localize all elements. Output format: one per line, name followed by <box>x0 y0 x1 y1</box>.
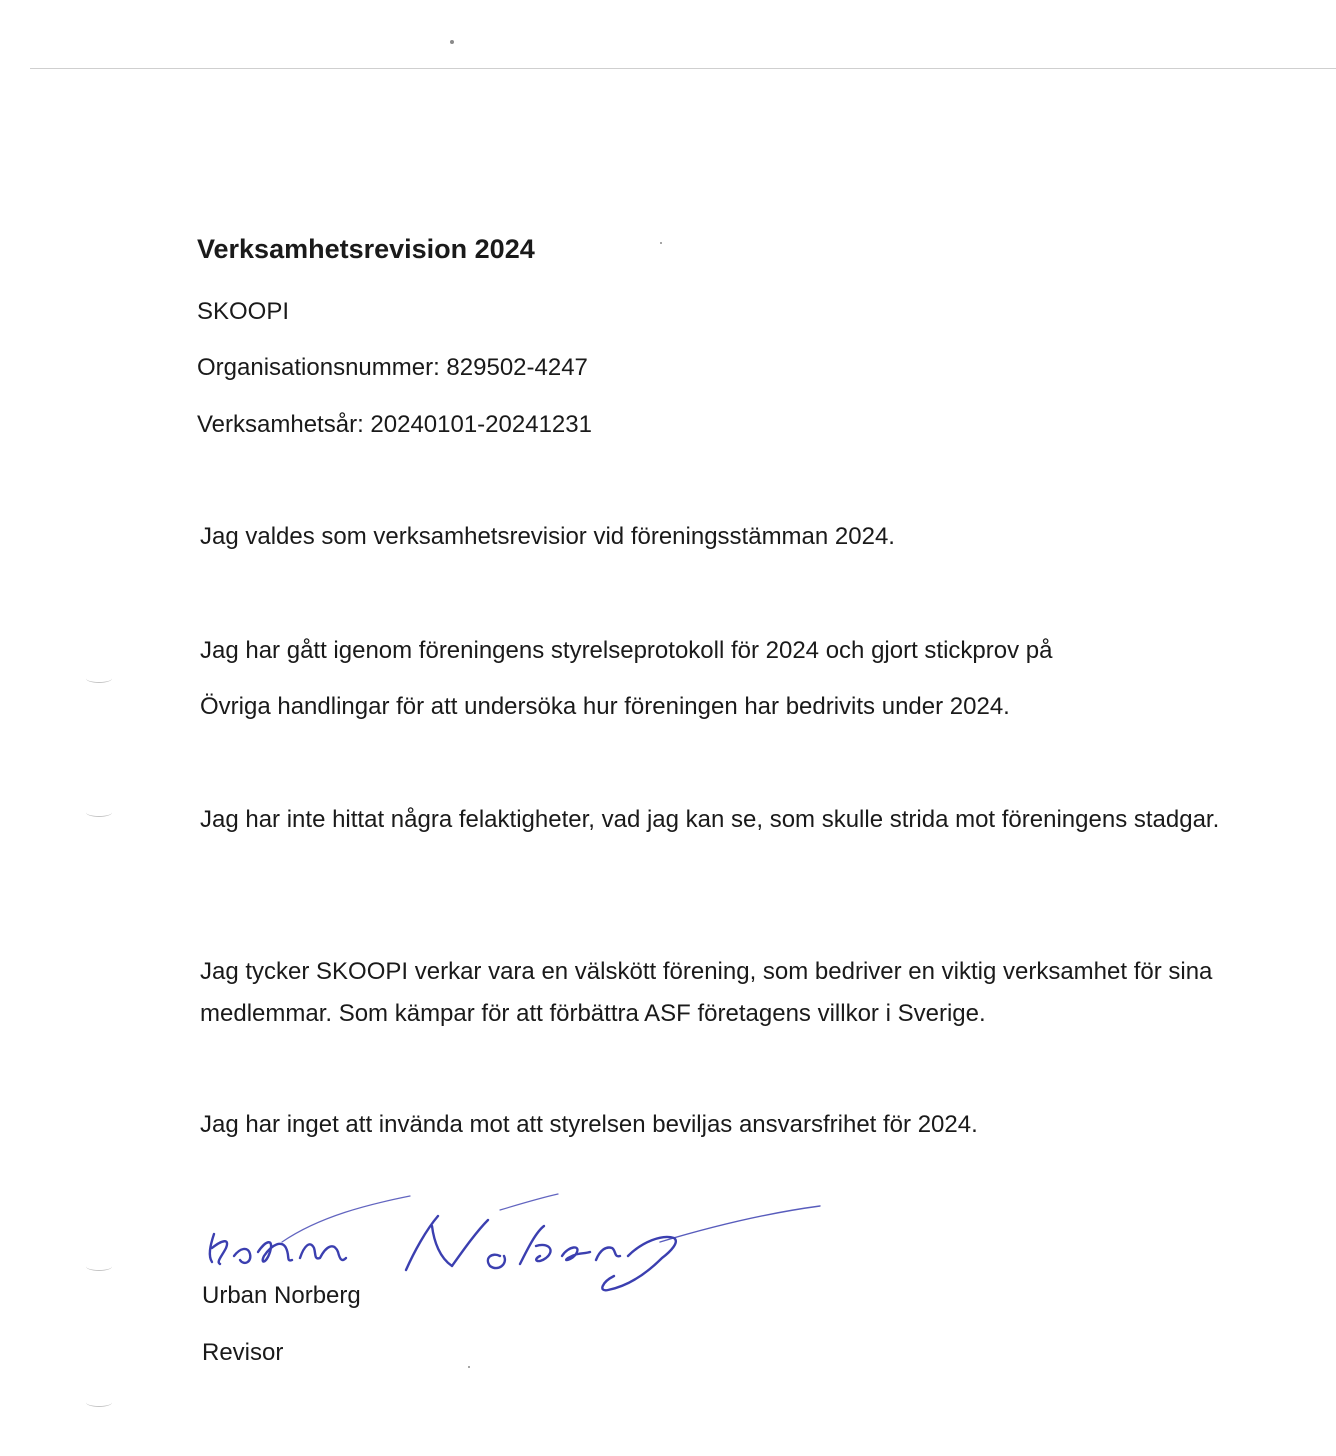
scan-edge-line <box>30 68 1336 69</box>
paragraph-review: Jag har gått igenom föreningens styrelseprotokoll för 2024 och gjort stickprov på <box>200 637 1053 664</box>
paragraph-findings: Jag har inte hittat några felaktigheter, vad jag kan se, som skulle strida mot föreningens stadgar. <box>200 806 1220 833</box>
paragraph-assessment: Jag tycker SKOOPI verkar vara en välskött förening, som bedriver en viktig verksamhet för sina medlemmar. Som kämpar för att förbättra ASF företagens villkor i Sverige. <box>200 958 1213 1027</box>
signatory-name: Urban Norberg <box>202 1282 361 1309</box>
punch-hole-mark <box>86 808 112 817</box>
scan-speck <box>660 242 662 244</box>
paragraph-discharge: Jag har inget att invända mot att styrelsen beviljas ansvarsfrihet för 2024. <box>200 1111 978 1138</box>
punch-hole-mark <box>86 1398 112 1407</box>
paragraph-review-continued: Övriga handlingar för att undersöka hur föreningen har bedrivits under 2024. <box>200 693 1010 720</box>
organization-number: Organisationsnummer: 829502-4247 <box>197 354 588 381</box>
punch-hole-mark <box>86 674 112 683</box>
fiscal-year: Verksamhetsår: 20240101-20241231 <box>197 411 592 438</box>
handwritten-signature <box>200 1186 830 1296</box>
scan-speck <box>468 1366 470 1368</box>
document-title: Verksamhetsrevision 2024 <box>197 234 535 264</box>
punch-hole-mark <box>86 1262 112 1271</box>
signatory-role: Revisor <box>202 1339 284 1366</box>
scan-speck <box>450 40 454 44</box>
organization-name: SKOOPI <box>197 298 290 325</box>
paragraph-election: Jag valdes som verksamhetsrevisior vid föreningsstämman 2024. <box>200 523 895 550</box>
